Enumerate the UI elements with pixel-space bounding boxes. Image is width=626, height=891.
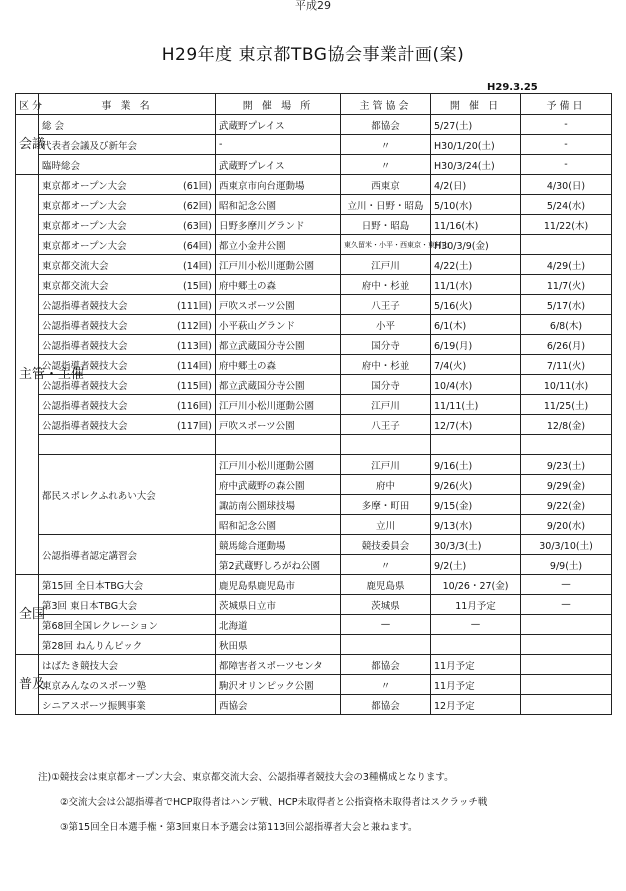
- reserve-date: —: [521, 575, 612, 595]
- header-date: 開 催 日: [431, 94, 521, 115]
- reserve-date: 7/11(火): [521, 355, 612, 375]
- event-name: 公認指導者競技大会: [39, 315, 171, 335]
- event-count: (115回): [171, 375, 216, 395]
- event-name: はばたき競技大会: [39, 655, 216, 675]
- event-name: 第15回 全日本TBG大会: [39, 575, 216, 595]
- document-title: H29年度 東京都TBG協会事業計画(案): [161, 45, 465, 65]
- reserve-date: 30/3/10(土): [521, 535, 612, 555]
- event-date: 11月予定: [431, 595, 521, 615]
- table-row: [16, 115, 612, 135]
- venue: 昭和記念公園: [216, 515, 341, 535]
- reserve-date: -: [521, 115, 612, 135]
- reserve-date: 9/29(金): [521, 475, 612, 495]
- event-name: 公認指導者認定講習会: [39, 535, 216, 575]
- table-row: [16, 135, 612, 155]
- event-date: H30/1/20(土): [431, 135, 521, 155]
- event-name: 東京都オープン大会: [39, 175, 171, 195]
- event-count: [171, 135, 216, 155]
- venue: 昭和記念公園: [216, 195, 341, 215]
- event-name: [39, 435, 171, 455]
- category-fukyu: 普及: [16, 655, 39, 715]
- host-association: 八王子: [341, 295, 431, 315]
- reserve-date: 9/23(土): [521, 455, 612, 475]
- table-row: [16, 315, 612, 335]
- venue: 諏訪南公園球技場: [216, 495, 341, 515]
- event-name: 公認指導者競技大会: [39, 295, 171, 315]
- note-2: ②交流大会は公認指導者でHCP取得者はハンデ戦、HCP未取得者と公指資格未取得者はスクラッチ戦: [60, 797, 488, 808]
- table-header-row: [16, 94, 612, 115]
- host-association: 都協会: [341, 115, 431, 135]
- host-association: 江戸川: [341, 455, 431, 475]
- reserve-date: [521, 615, 612, 635]
- reserve-date: [521, 675, 612, 695]
- venue: 武蔵野プレイス: [216, 155, 341, 175]
- reserve-date: -: [521, 135, 612, 155]
- table-body: [16, 115, 612, 715]
- event-date: 11/11(土): [431, 395, 521, 415]
- reserve-date: [521, 695, 612, 715]
- host-association: 都協会: [341, 655, 431, 675]
- event-name: シニアスポーツ振興事業: [39, 695, 216, 715]
- note-1: 注)①競技会は東京都オープン大会、東京都交流大会、公認指導者競技大会の3種構成となります。: [38, 772, 454, 783]
- venue: 日野多摩川グランド: [216, 215, 341, 235]
- event-name: 公認指導者競技大会: [39, 415, 171, 435]
- header-host-association: 主管協会: [341, 94, 431, 115]
- host-association: 西東京: [341, 175, 431, 195]
- table-row: [16, 695, 612, 715]
- host-association: —: [341, 615, 431, 635]
- host-association: 茨城県: [341, 595, 431, 615]
- host-association: 東久留米・小平・西東京・東村山: [341, 235, 431, 255]
- event-date: 10/4(水): [431, 375, 521, 395]
- table-row: [16, 335, 612, 355]
- event-date: [431, 435, 521, 455]
- event-count: (15回): [171, 275, 216, 295]
- event-name: 公認指導者競技大会: [39, 355, 171, 375]
- table-row: [16, 355, 612, 375]
- reserve-date: [521, 435, 612, 455]
- table-row: [16, 395, 612, 415]
- reserve-date: 9/22(金): [521, 495, 612, 515]
- reserve-date: [521, 235, 612, 255]
- venue: 江戸川小松川運動公園: [216, 255, 341, 275]
- event-name: 公認指導者競技大会: [39, 335, 171, 355]
- event-date: H30/3/9(金): [431, 235, 521, 255]
- event-count: (117回): [171, 415, 216, 435]
- event-plan-table: [15, 93, 612, 715]
- venue: 西協会: [216, 695, 341, 715]
- venue: 駒沢オリンピック公園: [216, 675, 341, 695]
- event-date: 11月予定: [431, 675, 521, 695]
- event-date: 5/27(土): [431, 115, 521, 135]
- notes: [38, 765, 487, 840]
- host-association: 八王子: [341, 415, 431, 435]
- host-association: 府中・杉並: [341, 355, 431, 375]
- event-date: 6/1(木): [431, 315, 521, 335]
- event-count: (61回): [171, 175, 216, 195]
- table-row: [16, 415, 612, 435]
- host-association: 競技委員会: [341, 535, 431, 555]
- event-date: —: [431, 615, 521, 635]
- reserve-date: 4/30(日): [521, 175, 612, 195]
- host-association: 江戸川: [341, 255, 431, 275]
- event-date: 7/4(火): [431, 355, 521, 375]
- host-association: 鹿児島県: [341, 575, 431, 595]
- table-row: [16, 255, 612, 275]
- event-date: 9/26(火): [431, 475, 521, 495]
- venue: 府中武蔵野の森公園: [216, 475, 341, 495]
- header-category: 区分: [16, 94, 39, 115]
- event-date: 6/19(月): [431, 335, 521, 355]
- event-name: 代表者会議及び新年会: [39, 135, 171, 155]
- reserve-date: 9/20(水): [521, 515, 612, 535]
- venue: 戸吹スポーツ公園: [216, 295, 341, 315]
- host-association: 小平: [341, 315, 431, 335]
- venue: 都立小金井公園: [216, 235, 341, 255]
- event-date: 12/7(木): [431, 415, 521, 435]
- event-date: 9/15(金): [431, 495, 521, 515]
- host-association: 府中・杉並: [341, 275, 431, 295]
- event-name: 東京都交流大会: [39, 255, 171, 275]
- reserve-date: [521, 655, 612, 675]
- event-date: 4/2(日): [431, 175, 521, 195]
- event-date: 10/26・27(金): [431, 575, 521, 595]
- venue: 府中郷土の森: [216, 355, 341, 375]
- host-association: 立川: [341, 515, 431, 535]
- host-association: [341, 635, 431, 655]
- reserve-date: —: [521, 595, 612, 615]
- reserve-date: 5/17(水): [521, 295, 612, 315]
- event-name: 東京都交流大会: [39, 275, 171, 295]
- event-date: 30/3/3(土): [431, 535, 521, 555]
- event-count: [171, 155, 216, 175]
- event-name: 東京都オープン大会: [39, 195, 171, 215]
- host-association: 都協会: [341, 695, 431, 715]
- event-count: (113回): [171, 335, 216, 355]
- event-date: [431, 635, 521, 655]
- venue: 江戸川小松川運動公園: [216, 395, 341, 415]
- event-count: [171, 115, 216, 135]
- event-count: [171, 435, 216, 455]
- host-association: 〃: [341, 675, 431, 695]
- table-row: [16, 535, 612, 555]
- event-count: (14回): [171, 255, 216, 275]
- venue: 北海道: [216, 615, 341, 635]
- event-name: 都民スポレクふれあい大会: [39, 455, 216, 535]
- reserve-date: 4/29(土): [521, 255, 612, 275]
- event-count: (111回): [171, 295, 216, 315]
- host-association: 国分寺: [341, 375, 431, 395]
- event-name: 総 会: [39, 115, 171, 135]
- venue: -: [216, 135, 341, 155]
- table-row: [16, 275, 612, 295]
- reserve-date: 11/22(木): [521, 215, 612, 235]
- host-association: 国分寺: [341, 335, 431, 355]
- host-association: 立川・日野・昭島: [341, 195, 431, 215]
- category-shukan: 主管・主催: [16, 175, 39, 575]
- document-date: H29.3.25: [487, 82, 538, 93]
- reserve-date: 12/8(金): [521, 415, 612, 435]
- reserve-date: 6/26(月): [521, 335, 612, 355]
- table-row: [16, 615, 612, 635]
- reserve-date: -: [521, 155, 612, 175]
- host-association: 府中: [341, 475, 431, 495]
- page-header: 平成29: [295, 0, 331, 12]
- table-row: [16, 295, 612, 315]
- event-name: 臨時総会: [39, 155, 171, 175]
- venue: 戸吹スポーツ公園: [216, 415, 341, 435]
- venue: 小平萩山グランド: [216, 315, 341, 335]
- venue: 競馬総合運動場: [216, 535, 341, 555]
- table-row: [16, 375, 612, 395]
- reserve-date: 6/8(木): [521, 315, 612, 335]
- event-count: (63回): [171, 215, 216, 235]
- header-venue: 開 催 場 所: [216, 94, 341, 115]
- reserve-date: 5/24(水): [521, 195, 612, 215]
- event-date: 5/16(火): [431, 295, 521, 315]
- host-association: 〃: [341, 135, 431, 155]
- table-row: [16, 675, 612, 695]
- host-association: 〃: [341, 155, 431, 175]
- event-count: (114回): [171, 355, 216, 375]
- header-reserve-date: 予備日: [521, 94, 612, 115]
- table-row: [16, 215, 612, 235]
- event-date: 11/16(木): [431, 215, 521, 235]
- event-name: 第28回 ねんりんピック: [39, 635, 216, 655]
- event-date: 4/22(土): [431, 255, 521, 275]
- event-name: 東京都オープン大会: [39, 235, 171, 255]
- table-row: [16, 655, 612, 675]
- venue: [216, 435, 341, 455]
- note-3: ③第15回全日本選手権・第3回東日本予選会は第113回公認指導者大会と兼ねます。: [60, 822, 418, 833]
- table-row: [16, 175, 612, 195]
- venue: 府中郷土の森: [216, 275, 341, 295]
- table-row: [16, 195, 612, 215]
- event-date: 9/13(水): [431, 515, 521, 535]
- host-association: 日野・昭島: [341, 215, 431, 235]
- venue: 武蔵野プレイス: [216, 115, 341, 135]
- table-row: [16, 455, 612, 475]
- category-kaigi: 会議: [16, 115, 39, 175]
- venue: 都障害者スポーツセンタ: [216, 655, 341, 675]
- reserve-date: [521, 635, 612, 655]
- header-event-name: 事 業 名: [39, 94, 216, 115]
- event-name: 第68回全国レクレーション: [39, 615, 216, 635]
- table-row: [16, 595, 612, 615]
- event-count: (112回): [171, 315, 216, 335]
- event-date: 11/1(水): [431, 275, 521, 295]
- event-name: 第3回 東日本TBG大会: [39, 595, 216, 615]
- event-name: 公認指導者競技大会: [39, 375, 171, 395]
- table-row: [16, 635, 612, 655]
- venue: 都立武蔵国分寺公園: [216, 335, 341, 355]
- event-date: 5/10(水): [431, 195, 521, 215]
- event-count: (64回): [171, 235, 216, 255]
- event-count: (62回): [171, 195, 216, 215]
- event-date: 9/2(土): [431, 555, 521, 575]
- venue: 秋田県: [216, 635, 341, 655]
- venue: 第2武蔵野しろがね公園: [216, 555, 341, 575]
- reserve-date: 9/9(土): [521, 555, 612, 575]
- venue: 江戸川小松川運動公園: [216, 455, 341, 475]
- reserve-date: 11/7(火): [521, 275, 612, 295]
- venue: 都立武蔵国分寺公園: [216, 375, 341, 395]
- table-row: [16, 235, 612, 255]
- table-row: [16, 155, 612, 175]
- host-association: 〃: [341, 555, 431, 575]
- host-association: 江戸川: [341, 395, 431, 415]
- event-date: 11月予定: [431, 655, 521, 675]
- venue: 鹿児島県鹿児島市: [216, 575, 341, 595]
- event-name: 東京都オープン大会: [39, 215, 171, 235]
- venue: 西東京市向台運動場: [216, 175, 341, 195]
- reserve-date: 11/25(土): [521, 395, 612, 415]
- event-name: 東京みんなのスポーツ塾: [39, 675, 216, 695]
- table-row: [16, 575, 612, 595]
- event-count: (116回): [171, 395, 216, 415]
- category-zenkoku: 全国: [16, 575, 39, 655]
- event-date: H30/3/24(土): [431, 155, 521, 175]
- reserve-date: 10/11(水): [521, 375, 612, 395]
- host-association: 多摩・町田: [341, 495, 431, 515]
- event-date: 9/16(土): [431, 455, 521, 475]
- host-association: [341, 435, 431, 455]
- event-date: 12月予定: [431, 695, 521, 715]
- venue: 茨城県日立市: [216, 595, 341, 615]
- table-row: [16, 435, 612, 455]
- event-name: 公認指導者競技大会: [39, 395, 171, 415]
